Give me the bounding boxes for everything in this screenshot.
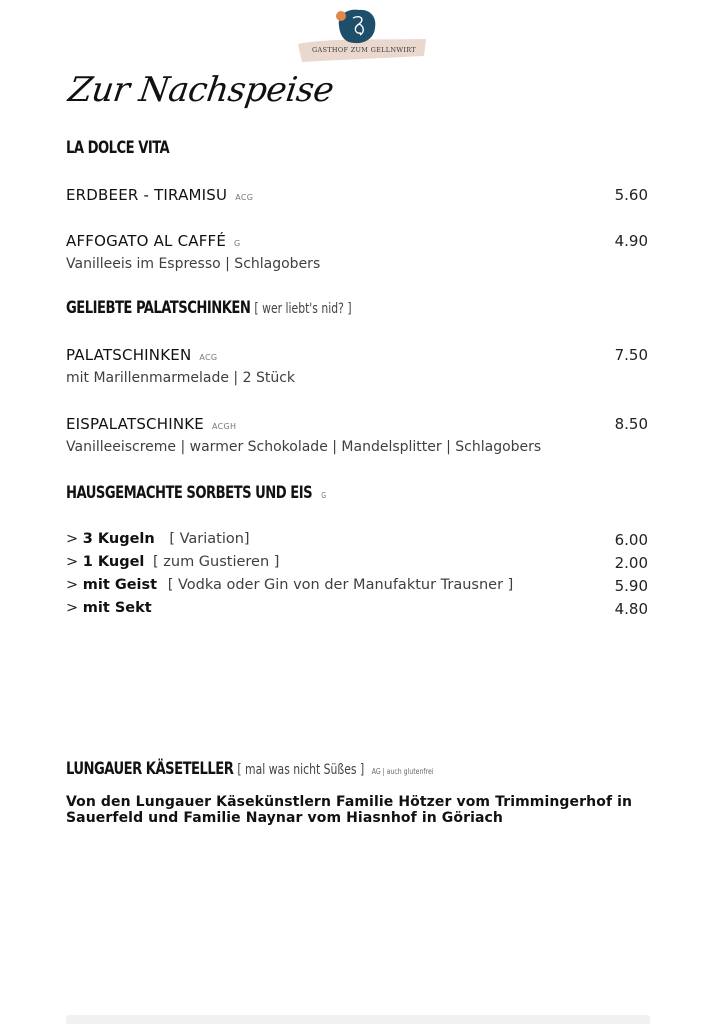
allergen-code: ACGH [211, 422, 237, 431]
kaseteller-description: Von den Lungauer Käsekünstlern Familie Hötzer vom Trimmingerhof in Sauerfeld und Familie Naynar vom Hiasnhof in Göriach [66, 794, 633, 826]
item-name: EISPALATSCHINKE [66, 415, 204, 433]
sorbet-note: [ Vodka oder Gin von der Manufaktur Trausner ] [167, 577, 514, 593]
row-bullet: > [66, 577, 79, 593]
menu-item-palatschinken [66, 346, 217, 364]
footer-bar [66, 1015, 650, 1024]
sorbet-note: [ zum Gustieren ] [153, 554, 280, 570]
item-price: 4.80 [614, 600, 648, 618]
item-description: mit Marillenmarmelade | 2 Stück [66, 370, 296, 386]
logo-emblem-icon [331, 6, 381, 46]
item-price: 5.60 [614, 186, 648, 204]
item-price: 4.90 [614, 232, 648, 250]
section-title: LUNGAUER KÄSETELLER [66, 759, 234, 779]
item-price: 6.00 [614, 531, 648, 549]
item-price: 2.00 [614, 554, 648, 572]
logo-wordmark: GASTHOF ZUM GELLNWIRT [312, 46, 416, 54]
item-price: 8.50 [614, 415, 648, 433]
item-price: 7.50 [614, 346, 648, 364]
section-note: [ mal was nicht Süßes ] [237, 762, 365, 778]
sorbet-note: [ Variation] [169, 531, 250, 547]
allergen-code: ACG [235, 193, 254, 202]
sorbet-label: 1 Kugel [82, 554, 145, 570]
sorbet-label: 3 Kugeln [82, 531, 155, 547]
item-price: 5.90 [614, 577, 648, 595]
item-description: Vanilleeiscreme | warmer Schokolade | Mandelsplitter | Schlagobers [66, 439, 542, 455]
allergen-code: AG | auch glutenfrei [371, 767, 434, 776]
menu-item-tiramisu [66, 186, 253, 204]
section-heading-kaseteller [66, 759, 434, 779]
sorbet-row [66, 554, 279, 570]
item-name: ERDBEER - TIRAMISU [66, 186, 228, 204]
section-note: [ wer liebt's nid? ] [254, 301, 352, 317]
menu-item-eispalatschinke [66, 415, 236, 433]
section-heading-palatschinken [66, 298, 352, 318]
allergen-code: G [321, 491, 327, 500]
restaurant-logo [296, 6, 430, 64]
section-title: LA DOLCE VITA [66, 138, 170, 158]
sorbet-row [66, 577, 513, 593]
sorbet-label: mit Sekt [82, 600, 152, 616]
item-name: PALATSCHINKEN [66, 346, 192, 364]
sorbet-row [66, 600, 152, 616]
section-title: GELIEBTE PALATSCHINKEN [66, 298, 251, 318]
allergen-code: ACG [199, 353, 218, 362]
menu-item-affogato [66, 232, 241, 250]
item-description: Vanilleeis im Espresso | Schlagobers [66, 256, 321, 272]
item-name: AFFOGATO AL CAFFÉ [66, 232, 227, 250]
allergen-code: G [234, 239, 241, 248]
section-title: HAUSGEMACHTE SORBETS UND EIS [66, 483, 313, 503]
sorbet-row [66, 531, 250, 547]
section-heading-sorbets [66, 483, 326, 503]
section-heading-dolce-vita [66, 138, 169, 158]
page-title: Zur Nachspeise [66, 70, 336, 110]
sorbet-label: mit Geist [82, 577, 158, 593]
row-bullet: > [66, 554, 79, 570]
row-bullet: > [66, 600, 79, 616]
row-bullet: > [66, 531, 79, 547]
